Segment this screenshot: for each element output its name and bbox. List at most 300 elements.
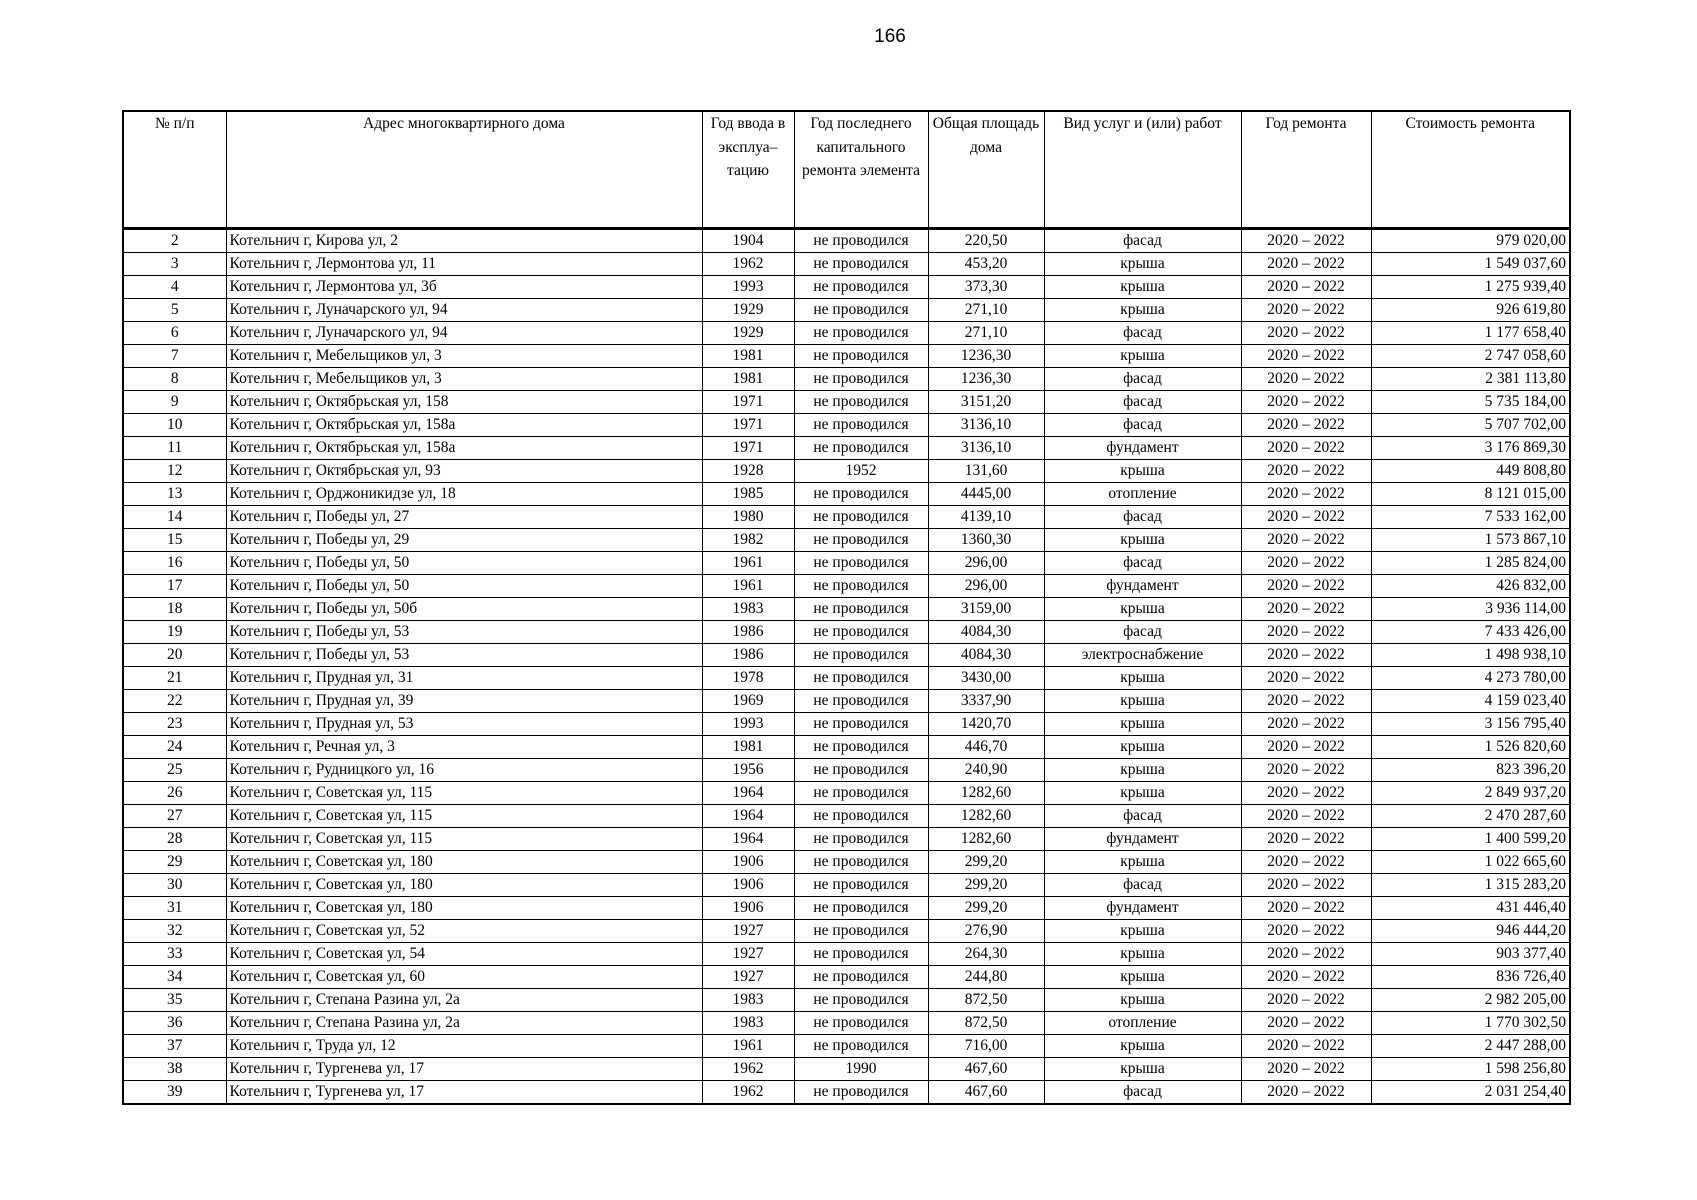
cell-address: Котельнич г, Мебельщиков ул, 3 xyxy=(226,345,702,368)
cell-repair-years: 2020 – 2022 xyxy=(1241,552,1371,575)
cell-area: 3159,00 xyxy=(928,598,1044,621)
cell-work-type: фасад xyxy=(1044,874,1241,897)
cell-last-repair: не проводился xyxy=(794,1081,928,1105)
header-last-repair: Год последнего капитального ремонта элемента xyxy=(794,111,928,229)
cell-last-repair: не проводился xyxy=(794,483,928,506)
cell-address: Котельнич г, Прудная ул, 53 xyxy=(226,713,702,736)
cell-work-type: крыша xyxy=(1044,920,1241,943)
cell-row-number: 37 xyxy=(123,1035,226,1058)
cell-address: Котельнич г, Победы ул, 53 xyxy=(226,644,702,667)
cell-last-repair: не проводился xyxy=(794,1035,928,1058)
cell-last-repair: не проводился xyxy=(794,667,928,690)
cell-year-built: 1971 xyxy=(702,414,794,437)
cell-row-number: 34 xyxy=(123,966,226,989)
cell-work-type: крыша xyxy=(1044,782,1241,805)
cell-repair-years: 2020 – 2022 xyxy=(1241,322,1371,345)
cell-row-number: 26 xyxy=(123,782,226,805)
cell-address: Котельнич г, Советская ул, 115 xyxy=(226,828,702,851)
cell-last-repair: 1952 xyxy=(794,460,928,483)
table-body xyxy=(123,229,1570,1105)
table-row xyxy=(123,414,1570,437)
cell-address: Котельнич г, Советская ул, 180 xyxy=(226,874,702,897)
cell-cost: 3 156 795,40 xyxy=(1371,713,1570,736)
cell-row-number: 11 xyxy=(123,437,226,460)
cell-repair-years: 2020 – 2022 xyxy=(1241,575,1371,598)
cell-year-built: 1978 xyxy=(702,667,794,690)
cell-year-built: 1904 xyxy=(702,229,794,253)
cell-address: Котельнич г, Орджоникидзе ул, 18 xyxy=(226,483,702,506)
cell-repair-years: 2020 – 2022 xyxy=(1241,874,1371,897)
cell-repair-years: 2020 – 2022 xyxy=(1241,437,1371,460)
table-row xyxy=(123,667,1570,690)
cell-area: 1282,60 xyxy=(928,828,1044,851)
cell-cost: 3 176 869,30 xyxy=(1371,437,1570,460)
cell-work-type: фасад xyxy=(1044,368,1241,391)
cell-work-type: крыша xyxy=(1044,736,1241,759)
cell-area: 872,50 xyxy=(928,989,1044,1012)
cell-address: Котельнич г, Тургенева ул, 17 xyxy=(226,1058,702,1081)
cell-year-built: 1981 xyxy=(702,345,794,368)
cell-year-built: 1971 xyxy=(702,391,794,414)
cell-last-repair: не проводился xyxy=(794,943,928,966)
header-cost: Стоимость ремонта xyxy=(1371,111,1570,229)
cell-work-type: фундамент xyxy=(1044,897,1241,920)
cell-last-repair: не проводился xyxy=(794,1012,928,1035)
header-repair-years: Год ремонта xyxy=(1241,111,1371,229)
table-row xyxy=(123,253,1570,276)
cell-area: 299,20 xyxy=(928,851,1044,874)
table-row xyxy=(123,506,1570,529)
table-row xyxy=(123,897,1570,920)
cell-address: Котельнич г, Октябрьская ул, 158а xyxy=(226,414,702,437)
cell-year-built: 1927 xyxy=(702,966,794,989)
cell-year-built: 1993 xyxy=(702,713,794,736)
table-row xyxy=(123,644,1570,667)
cell-last-repair: не проводился xyxy=(794,299,928,322)
cell-row-number: 16 xyxy=(123,552,226,575)
cell-last-repair: не проводился xyxy=(794,782,928,805)
cell-row-number: 31 xyxy=(123,897,226,920)
cell-row-number: 15 xyxy=(123,529,226,552)
cell-address: Котельнич г, Труда ул, 12 xyxy=(226,1035,702,1058)
cell-work-type: крыша xyxy=(1044,460,1241,483)
cell-last-repair: не проводился xyxy=(794,368,928,391)
table-row xyxy=(123,299,1570,322)
cell-row-number: 21 xyxy=(123,667,226,690)
cell-address: Котельнич г, Советская ул, 115 xyxy=(226,805,702,828)
cell-address: Котельнич г, Советская ул, 180 xyxy=(226,897,702,920)
cell-area: 446,70 xyxy=(928,736,1044,759)
cell-work-type: фасад xyxy=(1044,391,1241,414)
cell-row-number: 23 xyxy=(123,713,226,736)
cell-repair-years: 2020 – 2022 xyxy=(1241,414,1371,437)
table-row xyxy=(123,460,1570,483)
cell-row-number: 10 xyxy=(123,414,226,437)
cell-address: Котельнич г, Победы ул, 50б xyxy=(226,598,702,621)
cell-year-built: 1927 xyxy=(702,920,794,943)
table-row xyxy=(123,1081,1570,1105)
cell-address: Котельнич г, Речная ул, 3 xyxy=(226,736,702,759)
cell-address: Котельнич г, Октябрьская ул, 158 xyxy=(226,391,702,414)
cell-year-built: 1985 xyxy=(702,483,794,506)
cell-address: Котельнич г, Октябрьская ул, 158а xyxy=(226,437,702,460)
cell-last-repair: не проводился xyxy=(794,253,928,276)
cell-last-repair: не проводился xyxy=(794,920,928,943)
cell-cost: 1 315 283,20 xyxy=(1371,874,1570,897)
table-row xyxy=(123,782,1570,805)
table-row xyxy=(123,368,1570,391)
cell-area: 131,60 xyxy=(928,460,1044,483)
cell-row-number: 25 xyxy=(123,759,226,782)
cell-cost: 946 444,20 xyxy=(1371,920,1570,943)
cell-last-repair: не проводился xyxy=(794,391,928,414)
cell-area: 1360,30 xyxy=(928,529,1044,552)
cell-cost: 979 020,00 xyxy=(1371,229,1570,253)
cell-work-type: фасад xyxy=(1044,506,1241,529)
cell-repair-years: 2020 – 2022 xyxy=(1241,920,1371,943)
cell-last-repair: не проводился xyxy=(794,506,928,529)
cell-year-built: 1961 xyxy=(702,575,794,598)
header-work-type: Вид услуг и (или) работ xyxy=(1044,111,1241,229)
cell-work-type: крыша xyxy=(1044,851,1241,874)
cell-cost: 4 159 023,40 xyxy=(1371,690,1570,713)
cell-address: Котельнич г, Луначарского ул, 94 xyxy=(226,299,702,322)
cell-cost: 5 735 184,00 xyxy=(1371,391,1570,414)
cell-work-type: крыша xyxy=(1044,529,1241,552)
cell-year-built: 1986 xyxy=(702,621,794,644)
table-row xyxy=(123,552,1570,575)
cell-cost: 1 598 256,80 xyxy=(1371,1058,1570,1081)
cell-last-repair: не проводился xyxy=(794,644,928,667)
cell-last-repair: не проводился xyxy=(794,276,928,299)
cell-year-built: 1961 xyxy=(702,552,794,575)
cell-year-built: 1929 xyxy=(702,322,794,345)
table-row xyxy=(123,966,1570,989)
cell-work-type: крыша xyxy=(1044,299,1241,322)
cell-cost: 1 400 599,20 xyxy=(1371,828,1570,851)
cell-cost: 1 573 867,10 xyxy=(1371,529,1570,552)
cell-row-number: 28 xyxy=(123,828,226,851)
cell-cost: 2 849 937,20 xyxy=(1371,782,1570,805)
header-address: Адрес многоквартирного дома xyxy=(226,111,702,229)
table-row xyxy=(123,345,1570,368)
table-row xyxy=(123,1058,1570,1081)
cell-last-repair: не проводился xyxy=(794,897,928,920)
cell-repair-years: 2020 – 2022 xyxy=(1241,805,1371,828)
table-row xyxy=(123,621,1570,644)
cell-row-number: 9 xyxy=(123,391,226,414)
header-num: № п/п xyxy=(123,111,226,229)
cell-area: 3136,10 xyxy=(928,437,1044,460)
cell-address: Котельнич г, Степана Разина ул, 2а xyxy=(226,989,702,1012)
table-row xyxy=(123,759,1570,782)
cell-last-repair: не проводился xyxy=(794,989,928,1012)
cell-cost: 926 619,80 xyxy=(1371,299,1570,322)
cell-repair-years: 2020 – 2022 xyxy=(1241,1058,1371,1081)
cell-work-type: крыша xyxy=(1044,253,1241,276)
cell-repair-years: 2020 – 2022 xyxy=(1241,759,1371,782)
cell-work-type: фундамент xyxy=(1044,828,1241,851)
cell-year-built: 1983 xyxy=(702,598,794,621)
cell-last-repair: не проводился xyxy=(794,552,928,575)
cell-last-repair: не проводился xyxy=(794,229,928,253)
cell-repair-years: 2020 – 2022 xyxy=(1241,368,1371,391)
cell-repair-years: 2020 – 2022 xyxy=(1241,460,1371,483)
cell-cost: 1 275 939,40 xyxy=(1371,276,1570,299)
cell-last-repair: не проводился xyxy=(794,828,928,851)
cell-repair-years: 2020 – 2022 xyxy=(1241,483,1371,506)
cell-area: 240,90 xyxy=(928,759,1044,782)
cell-address: Котельнич г, Победы ул, 53 xyxy=(226,621,702,644)
cell-year-built: 1927 xyxy=(702,943,794,966)
table-row xyxy=(123,598,1570,621)
cell-work-type: крыша xyxy=(1044,1035,1241,1058)
cell-address: Котельнич г, Советская ул, 54 xyxy=(226,943,702,966)
cell-area: 1236,30 xyxy=(928,345,1044,368)
cell-area: 1282,60 xyxy=(928,782,1044,805)
cell-year-built: 1983 xyxy=(702,1012,794,1035)
cell-last-repair: не проводился xyxy=(794,966,928,989)
cell-last-repair: не проводился xyxy=(794,322,928,345)
cell-year-built: 1981 xyxy=(702,736,794,759)
cell-cost: 2 982 205,00 xyxy=(1371,989,1570,1012)
table-row xyxy=(123,851,1570,874)
table-row xyxy=(123,575,1570,598)
cell-year-built: 1971 xyxy=(702,437,794,460)
cell-row-number: 39 xyxy=(123,1081,226,1105)
cell-address: Котельнич г, Кирова ул, 2 xyxy=(226,229,702,253)
cell-address: Котельнич г, Рудницкого ул, 16 xyxy=(226,759,702,782)
cell-work-type: крыша xyxy=(1044,1058,1241,1081)
cell-repair-years: 2020 – 2022 xyxy=(1241,690,1371,713)
cell-row-number: 3 xyxy=(123,253,226,276)
cell-last-repair: не проводился xyxy=(794,759,928,782)
table-row xyxy=(123,943,1570,966)
cell-year-built: 1929 xyxy=(702,299,794,322)
cell-area: 3151,20 xyxy=(928,391,1044,414)
cell-area: 299,20 xyxy=(928,874,1044,897)
cell-row-number: 29 xyxy=(123,851,226,874)
cell-area: 276,90 xyxy=(928,920,1044,943)
cell-area: 1282,60 xyxy=(928,805,1044,828)
cell-area: 3337,90 xyxy=(928,690,1044,713)
cell-year-built: 1906 xyxy=(702,851,794,874)
cell-last-repair: 1990 xyxy=(794,1058,928,1081)
cell-last-repair: не проводился xyxy=(794,598,928,621)
cell-work-type: крыша xyxy=(1044,966,1241,989)
cell-area: 220,50 xyxy=(928,229,1044,253)
cell-repair-years: 2020 – 2022 xyxy=(1241,1035,1371,1058)
cell-last-repair: не проводился xyxy=(794,736,928,759)
cell-last-repair: не проводился xyxy=(794,690,928,713)
cell-last-repair: не проводился xyxy=(794,851,928,874)
cell-row-number: 27 xyxy=(123,805,226,828)
cell-year-built: 1964 xyxy=(702,828,794,851)
cell-work-type: фасад xyxy=(1044,1081,1241,1105)
cell-row-number: 12 xyxy=(123,460,226,483)
cell-row-number: 38 xyxy=(123,1058,226,1081)
cell-repair-years: 2020 – 2022 xyxy=(1241,989,1371,1012)
table-row xyxy=(123,874,1570,897)
cell-row-number: 22 xyxy=(123,690,226,713)
cell-work-type: фундамент xyxy=(1044,575,1241,598)
cell-address: Котельнич г, Луначарского ул, 94 xyxy=(226,322,702,345)
cell-work-type: крыша xyxy=(1044,598,1241,621)
cell-cost: 2 031 254,40 xyxy=(1371,1081,1570,1105)
cell-address: Котельнич г, Советская ул, 115 xyxy=(226,782,702,805)
cell-row-number: 4 xyxy=(123,276,226,299)
cell-row-number: 33 xyxy=(123,943,226,966)
cell-work-type: электроснабжение xyxy=(1044,644,1241,667)
cell-cost: 7 533 162,00 xyxy=(1371,506,1570,529)
cell-repair-years: 2020 – 2022 xyxy=(1241,1012,1371,1035)
table-row xyxy=(123,989,1570,1012)
cell-area: 716,00 xyxy=(928,1035,1044,1058)
cell-repair-years: 2020 – 2022 xyxy=(1241,713,1371,736)
cell-year-built: 1969 xyxy=(702,690,794,713)
cell-repair-years: 2020 – 2022 xyxy=(1241,229,1371,253)
cell-cost: 823 396,20 xyxy=(1371,759,1570,782)
cell-cost: 431 446,40 xyxy=(1371,897,1570,920)
cell-work-type: крыша xyxy=(1044,690,1241,713)
cell-cost: 7 433 426,00 xyxy=(1371,621,1570,644)
cell-year-built: 1964 xyxy=(702,782,794,805)
cell-work-type: отопление xyxy=(1044,1012,1241,1035)
cell-row-number: 13 xyxy=(123,483,226,506)
cell-work-type: крыша xyxy=(1044,759,1241,782)
cell-repair-years: 2020 – 2022 xyxy=(1241,897,1371,920)
cell-repair-years: 2020 – 2022 xyxy=(1241,276,1371,299)
cell-address: Котельнич г, Советская ул, 52 xyxy=(226,920,702,943)
table-row xyxy=(123,805,1570,828)
cell-row-number: 30 xyxy=(123,874,226,897)
cell-cost: 8 121 015,00 xyxy=(1371,483,1570,506)
cell-cost: 5 707 702,00 xyxy=(1371,414,1570,437)
cell-year-built: 1983 xyxy=(702,989,794,1012)
cell-address: Котельнич г, Победы ул, 29 xyxy=(226,529,702,552)
cell-repair-years: 2020 – 2022 xyxy=(1241,299,1371,322)
cell-last-repair: не проводился xyxy=(794,529,928,552)
cell-repair-years: 2020 – 2022 xyxy=(1241,736,1371,759)
cell-repair-years: 2020 – 2022 xyxy=(1241,667,1371,690)
cell-address: Котельнич г, Лермонтова ул, 3б xyxy=(226,276,702,299)
cell-year-built: 1961 xyxy=(702,1035,794,1058)
table-row xyxy=(123,529,1570,552)
cell-area: 872,50 xyxy=(928,1012,1044,1035)
cell-cost: 4 273 780,00 xyxy=(1371,667,1570,690)
cell-year-built: 1906 xyxy=(702,897,794,920)
cell-repair-years: 2020 – 2022 xyxy=(1241,529,1371,552)
cell-repair-years: 2020 – 2022 xyxy=(1241,782,1371,805)
cell-cost: 2 470 287,60 xyxy=(1371,805,1570,828)
cell-row-number: 20 xyxy=(123,644,226,667)
table-row xyxy=(123,1012,1570,1035)
cell-area: 4084,30 xyxy=(928,621,1044,644)
cell-address: Котельнич г, Прудная ул, 31 xyxy=(226,667,702,690)
cell-cost: 1 498 938,10 xyxy=(1371,644,1570,667)
table-row xyxy=(123,322,1570,345)
cell-cost: 836 726,40 xyxy=(1371,966,1570,989)
cell-work-type: крыша xyxy=(1044,276,1241,299)
cell-cost: 1 549 037,60 xyxy=(1371,253,1570,276)
cell-repair-years: 2020 – 2022 xyxy=(1241,391,1371,414)
cell-repair-years: 2020 – 2022 xyxy=(1241,345,1371,368)
cell-work-type: крыша xyxy=(1044,943,1241,966)
table-row xyxy=(123,483,1570,506)
cell-work-type: крыша xyxy=(1044,989,1241,1012)
cell-address: Котельнич г, Советская ул, 180 xyxy=(226,851,702,874)
cell-year-built: 1956 xyxy=(702,759,794,782)
cell-year-built: 1906 xyxy=(702,874,794,897)
cell-work-type: крыша xyxy=(1044,345,1241,368)
cell-last-repair: не проводился xyxy=(794,713,928,736)
cell-area: 3136,10 xyxy=(928,414,1044,437)
cell-work-type: крыша xyxy=(1044,713,1241,736)
table-row xyxy=(123,736,1570,759)
cell-address: Котельнич г, Победы ул, 50 xyxy=(226,552,702,575)
table-row xyxy=(123,828,1570,851)
cell-work-type: фасад xyxy=(1044,229,1241,253)
cell-repair-years: 2020 – 2022 xyxy=(1241,598,1371,621)
table-header-row xyxy=(123,111,1570,229)
cell-last-repair: не проводился xyxy=(794,414,928,437)
cell-row-number: 24 xyxy=(123,736,226,759)
cell-address: Котельнич г, Мебельщиков ул, 3 xyxy=(226,368,702,391)
cell-row-number: 36 xyxy=(123,1012,226,1035)
cell-cost: 426 832,00 xyxy=(1371,575,1570,598)
repair-table xyxy=(122,110,1571,1105)
cell-cost: 903 377,40 xyxy=(1371,943,1570,966)
cell-area: 296,00 xyxy=(928,552,1044,575)
cell-address: Котельнич г, Победы ул, 50 xyxy=(226,575,702,598)
cell-address: Котельнич г, Советская ул, 60 xyxy=(226,966,702,989)
cell-work-type: фасад xyxy=(1044,322,1241,345)
cell-area: 299,20 xyxy=(928,897,1044,920)
cell-year-built: 1980 xyxy=(702,506,794,529)
cell-last-repair: не проводился xyxy=(794,621,928,644)
cell-address: Котельнич г, Прудная ул, 39 xyxy=(226,690,702,713)
cell-year-built: 1964 xyxy=(702,805,794,828)
cell-repair-years: 2020 – 2022 xyxy=(1241,1081,1371,1105)
cell-row-number: 14 xyxy=(123,506,226,529)
cell-area: 4445,00 xyxy=(928,483,1044,506)
table-row xyxy=(123,229,1570,253)
cell-year-built: 1928 xyxy=(702,460,794,483)
header-year-built: Год ввода в эксплуа– тацию xyxy=(702,111,794,229)
cell-year-built: 1962 xyxy=(702,1081,794,1105)
cell-cost: 2 447 288,00 xyxy=(1371,1035,1570,1058)
cell-area: 271,10 xyxy=(928,299,1044,322)
cell-last-repair: не проводился xyxy=(794,575,928,598)
cell-address: Котельнич г, Октябрьская ул, 93 xyxy=(226,460,702,483)
cell-row-number: 8 xyxy=(123,368,226,391)
cell-repair-years: 2020 – 2022 xyxy=(1241,851,1371,874)
cell-address: Котельнич г, Тургенева ул, 17 xyxy=(226,1081,702,1105)
cell-work-type: фасад xyxy=(1044,805,1241,828)
cell-cost: 2 381 113,80 xyxy=(1371,368,1570,391)
cell-work-type: фасад xyxy=(1044,414,1241,437)
cell-repair-years: 2020 – 2022 xyxy=(1241,621,1371,644)
cell-repair-years: 2020 – 2022 xyxy=(1241,966,1371,989)
cell-area: 453,20 xyxy=(928,253,1044,276)
cell-last-repair: не проводился xyxy=(794,874,928,897)
table-row xyxy=(123,920,1570,943)
cell-repair-years: 2020 – 2022 xyxy=(1241,943,1371,966)
cell-row-number: 35 xyxy=(123,989,226,1012)
cell-last-repair: не проводился xyxy=(794,437,928,460)
cell-cost: 1 526 820,60 xyxy=(1371,736,1570,759)
cell-repair-years: 2020 – 2022 xyxy=(1241,506,1371,529)
